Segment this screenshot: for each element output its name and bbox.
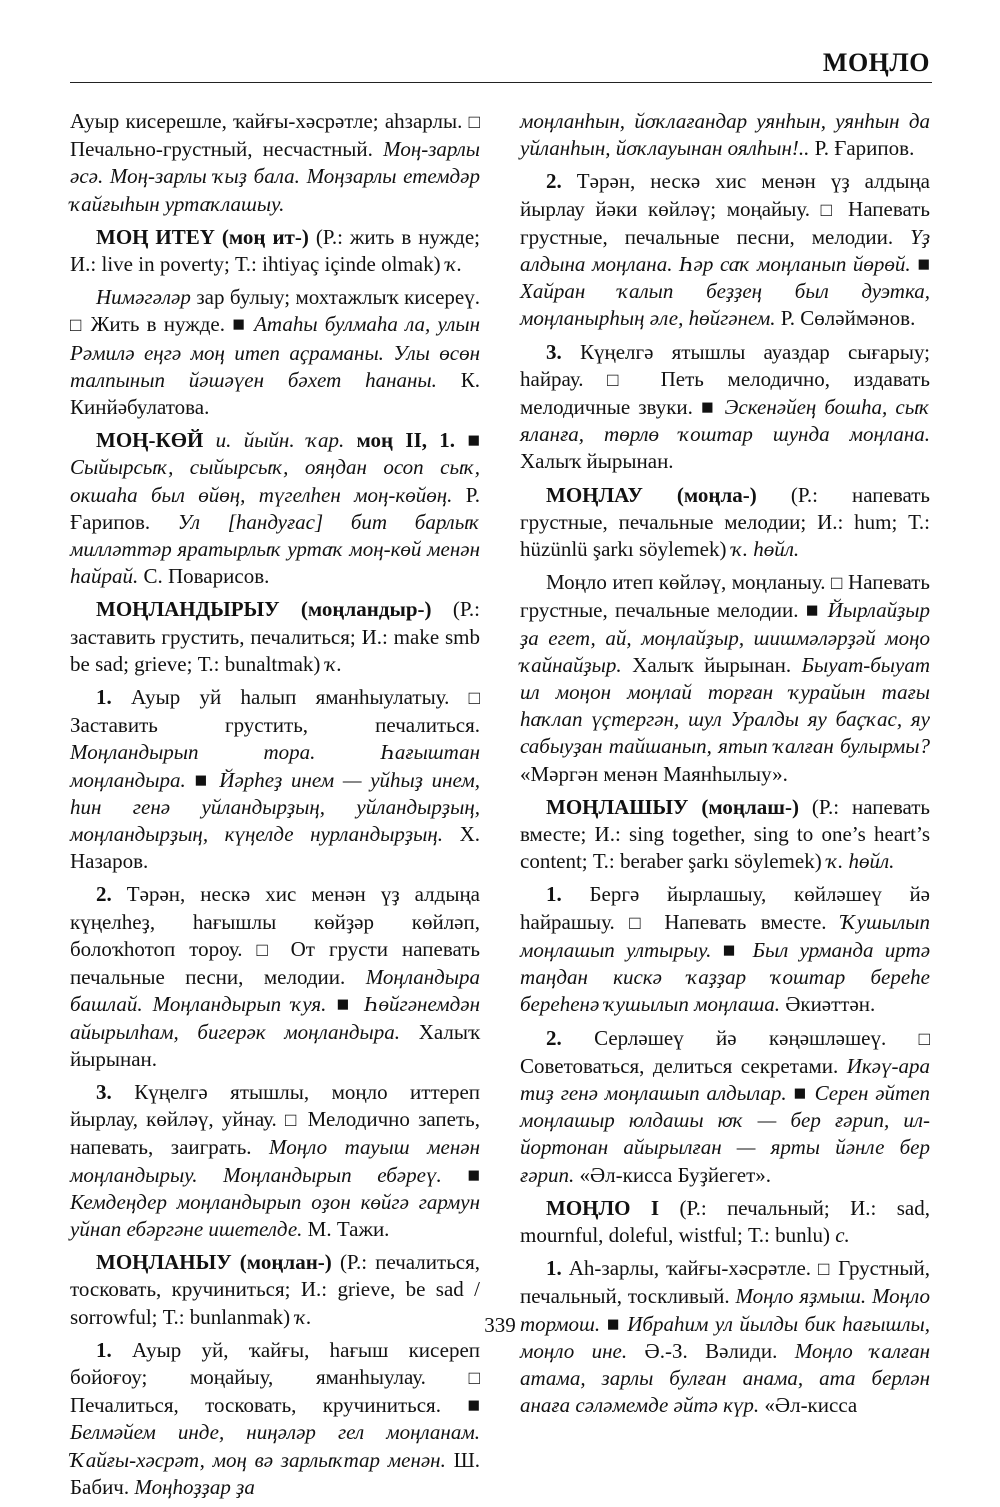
- example-text: Моңландырып тора. Һағыштан моңландыра.: [70, 740, 480, 792]
- translation-marker: □: [284, 1110, 300, 1132]
- example-source: Ә.-З. Вәлиди.: [644, 1338, 778, 1363]
- example-text: Ҡушылып моңлашып ултырыу.: [520, 909, 931, 962]
- example-text: Моңло ҡалған атама, зарлы булған анама, ата берлән анаға сәләмемде әйтә күр.: [520, 1338, 930, 1418]
- definition-bashkir: Ауыр уй, ҡайғы, һағыш кисереп бойоғоу; моңайыу, яманһыулау.: [70, 1337, 481, 1389]
- sense-number: 1.: [96, 1337, 112, 1362]
- equivalents: (Р.: заставить грустить, печалиться; И.: make smb be sad; grieve; Т.: bunaltmak): [70, 597, 480, 676]
- entry-monlashyu: [520, 794, 930, 876]
- example-text: Моңландыра башлай. Моңландырып ҡуя.: [70, 965, 480, 1017]
- definition-bashkir: Тәрән, нескә хис менән үҙ алдыңа күңелһеҙ, һағышлы көйҙәр көйләп, болоҡһотоп тороу.: [70, 882, 481, 961]
- example-text: Һөйгәнемдән айырылһам, бигерәк моңландыра.: [70, 992, 481, 1044]
- translation-marker: □: [70, 315, 84, 337]
- part-of-speech: ҡ.: [295, 1304, 312, 1329]
- example-source: Р. Ғарипов.: [70, 482, 481, 534]
- entry-mon-koy: [70, 427, 480, 590]
- example-source: Әкиәттән.: [785, 992, 876, 1017]
- example-text: Йырлайҙыр ҙа егет, ай, моңлайҙыр, шишмәләрҙәй моңо ҡайнайҙыр.: [520, 598, 931, 677]
- sense: [70, 1079, 480, 1243]
- example-marker: ■: [793, 1080, 808, 1105]
- definition-bashkir: Серләшеү йә кәңәшләшеү.: [594, 1025, 887, 1050]
- sense-number: 2.: [96, 882, 112, 907]
- part-of-speech: ҡ.: [325, 651, 342, 676]
- example-source: «Әл-кисса: [764, 1393, 858, 1418]
- running-head: МОҢЛО: [822, 48, 930, 77]
- headword: МОҢЛАНДЫРЫУ (моңландыр-): [96, 597, 432, 622]
- translation-marker: □: [918, 1028, 930, 1050]
- part-of-speech: с.: [835, 1222, 850, 1247]
- example-source: С. Поварисов.: [143, 564, 270, 589]
- sense-number: 1.: [546, 1256, 562, 1281]
- example-source: «Әл-кисса Буҙйегет».: [579, 1162, 772, 1187]
- equivalents: (Р.: печалиться, тосковать, кручиниться; И.: grieve, be sad / sorrowful; Т.: bunlanmak): [70, 1250, 481, 1329]
- definition-russian: Напевать грустные, печальные мелодии.: [520, 570, 930, 623]
- example-text: Нимәгәләр: [96, 285, 191, 310]
- translation-marker: □: [468, 688, 481, 710]
- entry-monlandyryu: [70, 596, 480, 678]
- headword: МОҢЛО I: [546, 1195, 660, 1220]
- definition-bashkir: Ауыр уй һалып яманһыулатыу.: [131, 685, 450, 710]
- example-marker: ■: [805, 598, 821, 623]
- definition-russian: Мелодично запеть, напевать, заиграть.: [70, 1107, 480, 1160]
- example-text: Кемдеңдер моңландырып оҙон көйгә гармун уйнап ебәргәне ишетелде.: [70, 1189, 480, 1241]
- example-text: Үҙ алдына моңлана. Һәр саҡ моңланып йөрөй.: [520, 224, 931, 277]
- example-source: Халыҡ йырынан.: [520, 449, 674, 474]
- definition-russian: Напевать вместе.: [664, 909, 827, 934]
- example-marker: ■: [467, 428, 480, 453]
- definition-bashkir: Тәрән, нескә хис менән үҙ алдыңа йырлау йәки көйләү; моңайыу.: [520, 169, 931, 221]
- equivalents: (Р.: напевать грустные, печальные мелодии; И.: hum; Т.: hüzünlü şarkı söylemek): [520, 482, 930, 562]
- example-source: Р. Сөләймәнов.: [780, 306, 916, 331]
- example-source: Х. Назаров.: [70, 822, 480, 874]
- example-source: Р. Ғарипов.: [814, 136, 915, 161]
- sense-number: 3.: [96, 1079, 112, 1104]
- example-text: Моңло тауыш менән моңландырыу. Моңландырып ебәреү.: [70, 1135, 481, 1187]
- definition-russian: Напевать грустные, печальные песни, мелодии.: [520, 196, 930, 249]
- example-text: Атаһы булмаһа ла, улын Рәмилә еңгә моң итеп аҫраманы. Улы өсөн талпынып йәшәүен бәхет һананы.: [70, 312, 481, 392]
- headword: МОҢЛАУ (моңла-): [546, 482, 757, 507]
- sense-number: 2.: [546, 169, 562, 194]
- left-column: [70, 108, 480, 1507]
- example-source: М. Тажи.: [307, 1216, 390, 1241]
- example-text: Йәрһеҙ инем — уйһыҙ инем, һин генә уйландырҙың, уйландырҙың, моңландырҙың, күңелде нурландырҙың.: [70, 767, 480, 847]
- definition-russian: Петь мелодично, издавать мелодичные звуки.: [520, 366, 930, 420]
- example-marker: ■: [722, 937, 742, 962]
- example-source: К. Кинйәбулатова.: [70, 367, 480, 420]
- example-text: Сыйырсыҡ, сыйырсыҡ, ояңдан осоп сыҡ, окшаһа был өйөң, түгелһен моң-көйөң.: [70, 455, 480, 507]
- example-marker: ■: [701, 395, 717, 420]
- entry-continuation: [70, 108, 480, 218]
- equivalents: (Р.: жить в нужде; И.: live in poverty; Т.: ihtiyaç içinde olmak): [70, 224, 480, 277]
- page-number: 339: [484, 1313, 516, 1337]
- sense-number: 3.: [546, 339, 562, 364]
- definition-russian: Жить в нужде.: [90, 312, 225, 337]
- sense: [520, 881, 930, 1018]
- example-text: Серен әйтеп моңлашыр юлдашы юҡ — бер ғәрип, ил-йортонан айырылған — ярты йәнле бер ғәрип.: [520, 1080, 931, 1187]
- example-marker: ■: [467, 1162, 480, 1187]
- entry-monlau: [520, 482, 930, 564]
- right-column: [520, 108, 930, 1425]
- sense-number: 2.: [546, 1025, 562, 1050]
- example-marker: ■: [606, 1311, 621, 1336]
- sense: [520, 339, 930, 476]
- definition-russian: Заставить грустить, печалиться.: [70, 713, 480, 738]
- sense-number: 1.: [96, 685, 112, 710]
- example-source: «Мәргән менән Маянһылыу».: [520, 761, 788, 786]
- definition-bashkir: Күңелгә ятышлы, моңло иттереп йырлау, көйләү, уйнау.: [70, 1079, 481, 1132]
- example-marker: ■: [194, 767, 211, 792]
- example-text: моңланһын, йоҡлағандар уянһын, уянһын да уйланһын, йоҡлауынан оялһын!..: [520, 109, 930, 161]
- cross-reference: моң II, 1.: [356, 428, 456, 453]
- example-text: Эскенәйең бошһа, сыҡ яланға, төрлө ҡоштар шунда моңлана.: [520, 395, 930, 447]
- translation-marker: □: [256, 939, 277, 961]
- headword: МОҢЛАШЫУ (моңлаш-): [546, 794, 799, 819]
- sense: [70, 684, 480, 875]
- part-of-speech: ҡ. һөйл.: [826, 849, 895, 874]
- sense: [70, 284, 480, 421]
- example-text: Хайран ҡалып беҙҙең был дуэтка, моңланырһың әле, һөйгәнем.: [520, 279, 930, 331]
- entry-mon-iteu: [70, 224, 480, 278]
- example-marker: ■: [467, 1393, 480, 1418]
- sense: [520, 569, 930, 788]
- example-text: Быуат-быуат ил моңон моңлай торған ҡурайын тағы һаҡлап үҫтергән, шул Уралды яу баҫҡас, яу сабыуҙан тайшанып, ятып ҡалған булырмы?: [520, 652, 931, 759]
- definition-bashkir: Моңло итеп көйләү, моңланыу.: [546, 570, 826, 595]
- translation-marker: □: [607, 369, 637, 391]
- entry-continuation: [520, 108, 930, 162]
- example-source: Ш. Бабич.: [70, 1447, 481, 1499]
- definition-bashkir: Ауыр кисерешле, ҡайғы-хәсрәтле; аһзарлы.: [70, 109, 463, 133]
- translation-marker: □: [818, 1259, 832, 1281]
- translation-marker: □: [629, 912, 650, 934]
- equivalents: (Р.: печальный; И.: sad, mournful, doleful, wistful; Т.: bunlu): [520, 1195, 930, 1247]
- definition-russian: Грустный, печальный, тоскливый.: [520, 1256, 931, 1309]
- example-text: Ул [һандуғас] бит барлыҡ милләттәр яратырлыҡ уртаҡ моң-көй менән һайрай.: [70, 509, 480, 589]
- part-of-speech: ҡ.: [445, 252, 463, 277]
- definition-russian: Советоваться, делиться секретами.: [520, 1053, 839, 1078]
- part-of-speech: ҡ. һөйл.: [731, 537, 800, 562]
- definition-bashkir: Аһ-зарлы, ҡайғы-хәсрәтле.: [568, 1256, 812, 1281]
- headword: МОҢ-КӨЙ: [96, 428, 204, 453]
- example-text: Был урманда иртә таңдан кискә ҡаҙҙар ҡоштар береһе береһенә ҡушылып моңлаша.: [520, 937, 931, 1017]
- example-text: Моң-зарлы әсә. Моң-зарлы ҡыҙ бала. Моңзарлы етемдәр ҡайғыһын уртаҡлашыу.: [70, 137, 481, 216]
- headword: МОҢЛАНЫУ (моңлан-): [96, 1250, 332, 1275]
- example-text: Моңһоҙҙар ҙа: [134, 1474, 255, 1499]
- example-marker: ■: [336, 992, 354, 1017]
- headword: МОҢ ИТЕҮ (моң ит-): [96, 224, 309, 249]
- entry-monlo-1: [520, 1195, 930, 1249]
- definition-bashkir: зар булыу; мохтажлыҡ кисереү.: [196, 285, 480, 310]
- equivalents: (Р.: напевать вместе; И.: sing together, sing to one’s heart’s content; Т.: beraber şarkı söylemek): [520, 794, 931, 874]
- definition-russian: Печалиться, тосковать, кручиниться.: [70, 1393, 441, 1418]
- example-source: Халыҡ йырынан.: [632, 652, 792, 677]
- translation-marker: □: [830, 573, 843, 595]
- example-marker: ■: [232, 312, 247, 337]
- example-text: Белмәйем инде, ниңәләр гел моңланам. Ҡайғы-хәсрәт, моң вә зарлыҡтар менән.: [70, 1420, 480, 1472]
- part-of-speech: и. йыйн. ҡар.: [215, 428, 345, 453]
- sense: [520, 168, 930, 332]
- sense-number: 1.: [546, 882, 562, 907]
- definition-russian: Печально-грустный, несчастный.: [70, 137, 373, 162]
- definition-russian: От грусти напевать печальные песни, мелодии.: [70, 936, 481, 990]
- translation-marker: □: [820, 199, 838, 221]
- example-text: Ибраһим ул йылды бик һағышлы, моңло ине.: [520, 1311, 931, 1363]
- definition-bashkir: Күңелгә ятышлы ауаздар сығарыу; һайрау.: [520, 339, 930, 391]
- sense: [70, 881, 480, 1072]
- sense: [520, 1025, 930, 1189]
- example-text: Моңло яҙмыш. Моңло тормош.: [520, 1284, 930, 1336]
- example-text: Икәү-ара тиҙ генә моңлашып алдылар.: [520, 1053, 930, 1105]
- example-source: Халыҡ йырынан.: [70, 1019, 480, 1071]
- definition-bashkir: Бергә йырлашыу, көйләшеү йә һайрашыу.: [520, 882, 931, 934]
- translation-marker: □: [468, 1367, 480, 1389]
- header-rule: [70, 82, 932, 83]
- sense: [70, 1337, 480, 1501]
- translation-marker: □: [468, 112, 480, 133]
- example-marker: ■: [917, 252, 930, 277]
